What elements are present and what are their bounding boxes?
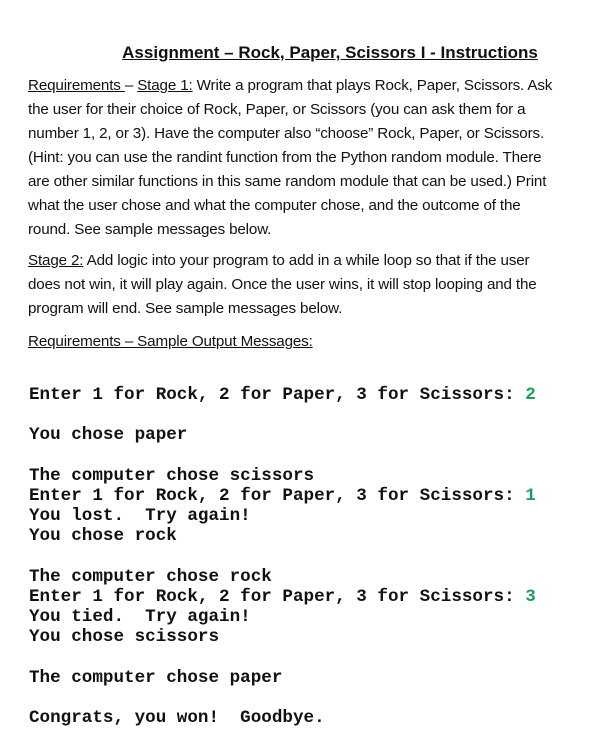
- output-line: The computer chose paper: [29, 667, 283, 688]
- stage2-label: Stage 2:: [28, 252, 84, 269]
- document-title: Assignment – Rock, Paper, Scissors I - Instructions: [122, 43, 538, 62]
- output-line: You chose rock: [29, 526, 177, 547]
- user-input: 3: [525, 587, 536, 607]
- sample-heading: Requirements – Sample Output Messages:: [28, 333, 313, 350]
- stage1-line: (Hint: you can use the randint function from the Python random module. There: [28, 149, 542, 166]
- prompt-line: [29, 385, 536, 405]
- user-input: 1: [525, 486, 536, 506]
- output-line: You chose scissors: [29, 627, 220, 648]
- prompt-line: [29, 486, 536, 506]
- stage1-label: Stage 1:: [137, 77, 193, 94]
- stage1-text: Write a program that plays Rock, Paper, Scissors. Ask: [192, 77, 553, 94]
- output-line: Congrats, you won! Goodbye.: [29, 707, 325, 728]
- output-line: You chose paper: [29, 425, 188, 446]
- stage1-line: what the user chose and what the computer chose, and the outcome of the: [28, 197, 521, 214]
- stage2-line: [28, 252, 529, 269]
- output-line: You lost. Try again!: [29, 505, 251, 526]
- prompt-text: Enter 1 for Rock, 2 for Paper, 3 for Scissors:: [29, 587, 526, 607]
- prompt-line: [29, 587, 536, 607]
- prompt-text: Enter 1 for Rock, 2 for Paper, 3 for Scissors:: [29, 385, 526, 405]
- stage1-line: round. See sample messages below.: [28, 221, 272, 238]
- output-line: You tied. Try again!: [29, 606, 251, 627]
- stage2-line: program will end. See sample messages below.: [28, 300, 343, 317]
- stage1-line: the user for their choice of Rock, Paper, or Scissors (you can ask them for a: [28, 101, 526, 118]
- requirements-label: Requirements: [28, 77, 125, 94]
- prompt-text: Enter 1 for Rock, 2 for Paper, 3 for Scissors:: [29, 486, 526, 506]
- stage1-line: number 1, 2, or 3). Have the computer also “choose” Rock, Paper, or Scissors.: [28, 125, 545, 142]
- output-line: The computer chose scissors: [29, 465, 315, 486]
- stage2-text: Add logic into your program to add in a while loop so that if the user: [83, 252, 530, 269]
- stage2-line: does not win, it will play again. Once the user wins, it will stop looping and the: [28, 276, 537, 293]
- stage1-line: are other similar functions in this same random module that can be used.) Print: [28, 173, 547, 190]
- dash: –: [124, 77, 138, 94]
- stage1-line: [28, 77, 552, 94]
- sample-output-3: [29, 567, 536, 748]
- output-line: The computer chose rock: [29, 566, 272, 587]
- user-input: 2: [525, 385, 536, 405]
